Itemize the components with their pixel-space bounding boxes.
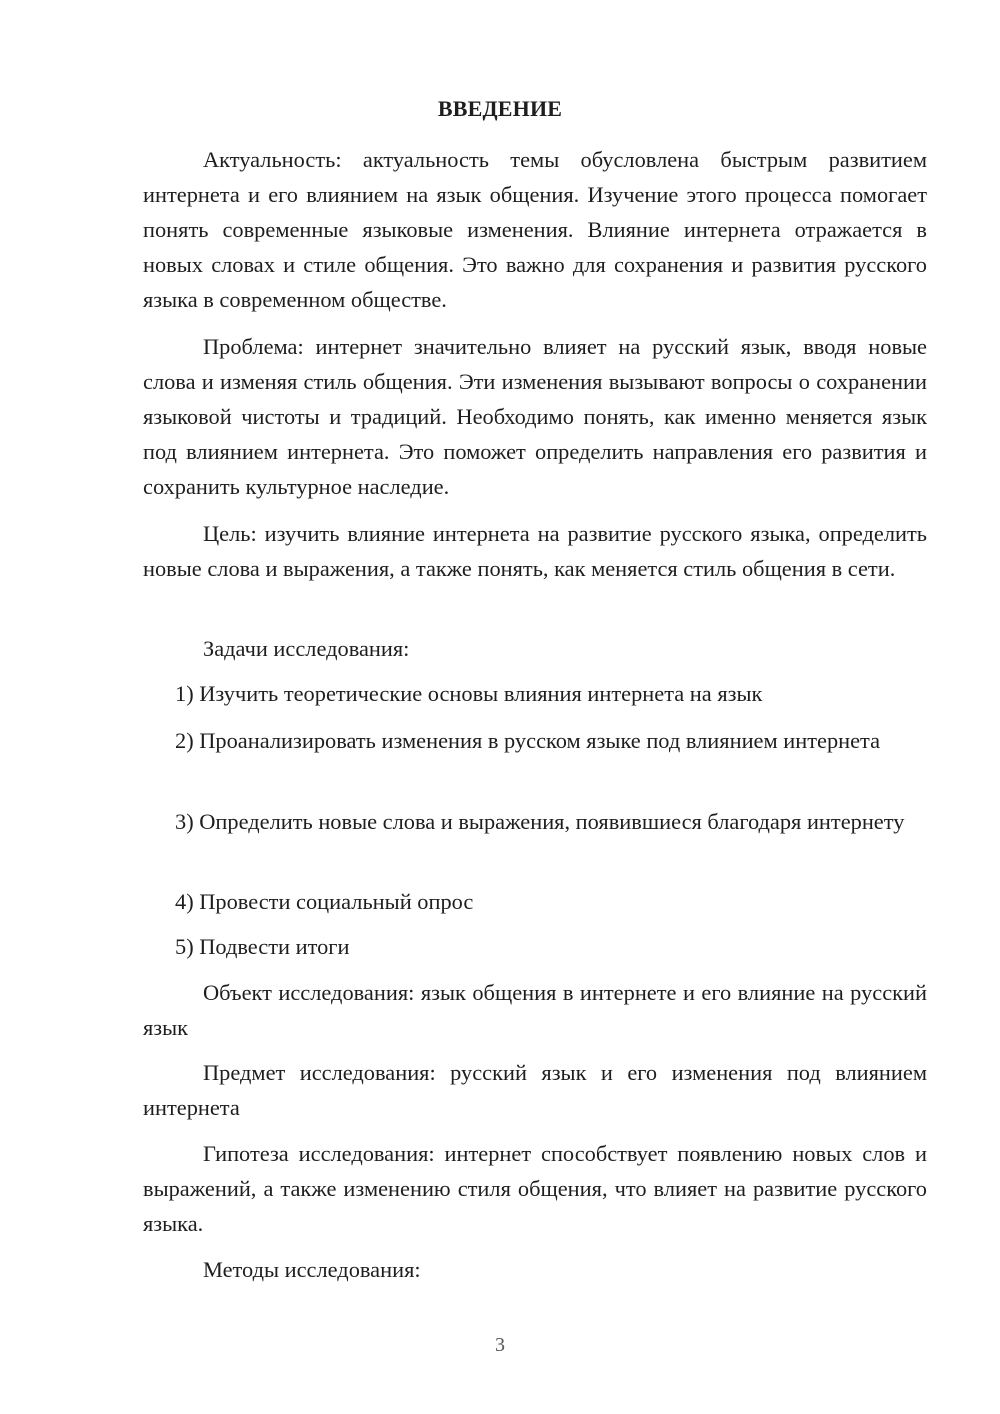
task-item-4: 4) Провести социальный опрос xyxy=(175,889,474,914)
task-item-3: 3) Определить новые слова и выражения, появившиеся благодаря интернету xyxy=(175,809,905,834)
relevance-paragraph: Актуальность: актуальность темы обусловлена быстрым развитием интернета и его влиянием на язык общения. Изучение этого процесса помогает понять современные языковые изменения. Влияние интернета отражается в новых словах и стиле общения. Это важно для сохранения и развития русского языка в современном обществе. xyxy=(143,147,927,312)
object-paragraph: Объект исследования: язык общения в интернете и его влияние на русский язык xyxy=(143,980,927,1040)
section-title: ВВЕДЕНИЕ xyxy=(437,96,563,121)
task-item-2: 2) Проанализировать изменения в русском языке под влиянием интернета xyxy=(175,728,881,753)
methods-heading: Методы исследования: xyxy=(203,1257,421,1282)
tasks-heading: Задачи исследования: xyxy=(203,636,410,661)
problem-paragraph: Проблема: интернет значительно влияет на русский язык, вводя новые слова и изменяя стиль общения. Эти изменения вызывают вопросы о сохранении языковой чистоты и традиций. Необходимо понять, как именно меняется язык под влиянием интернета. Это поможет определить направления его развития и сохранить культурное наследие. xyxy=(143,334,927,499)
page-number: 3 xyxy=(495,1334,505,1356)
hypothesis-paragraph: Гипотеза исследования: интернет способствует появлению новых слов и выражений, а также изменению стиля общения, что влияет на развитие русского языка. xyxy=(143,1141,927,1236)
subject-paragraph: Предмет исследования: русский язык и его изменения под влиянием интернета xyxy=(143,1060,927,1120)
goal-paragraph: Цель: изучить влияние интернета на развитие русского языка, определить новые слова и выражения, а также понять, как меняется стиль общения в сети. xyxy=(143,521,927,581)
task-item-1: 1) Изучить теоретические основы влияния интернета на язык xyxy=(175,681,763,706)
task-item-5: 5) Подвести итоги xyxy=(175,934,350,959)
